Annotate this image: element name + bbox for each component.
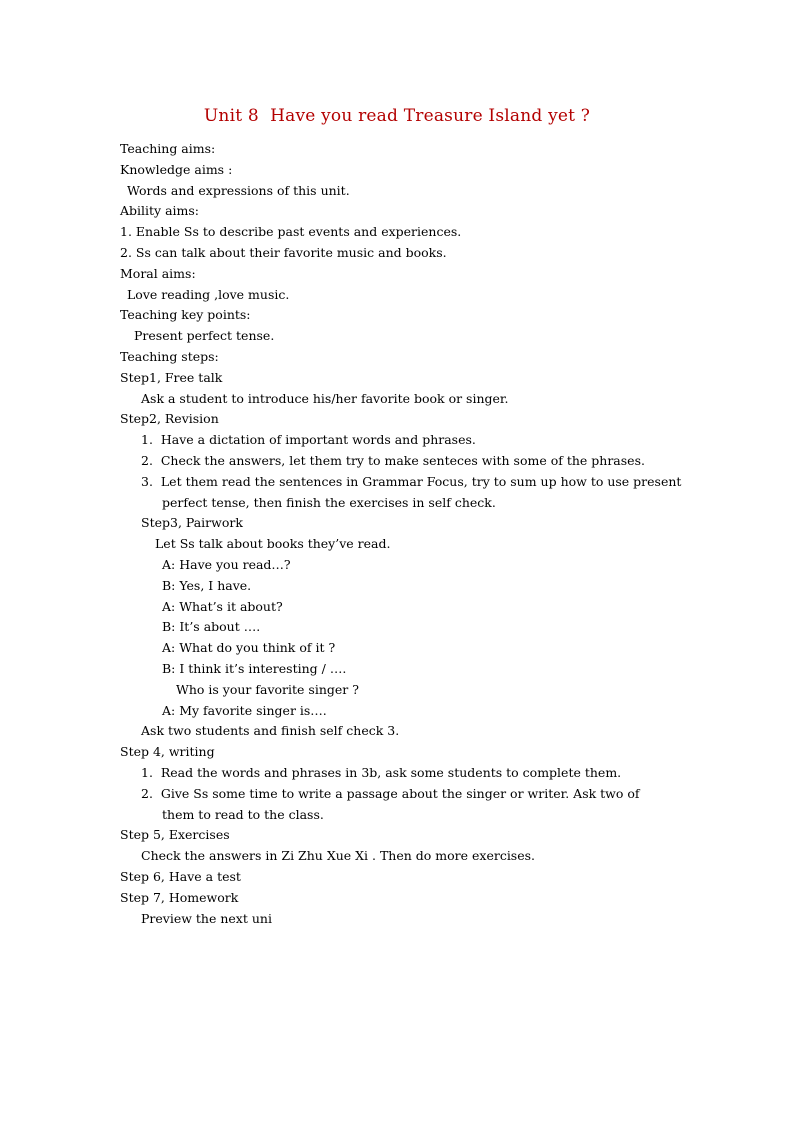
document-line: 3. Let them read the sentences in Grammar Focus, try to sum up how to use present (141, 473, 682, 489)
document-line: B: Yes, I have. (162, 577, 252, 593)
document-line: A: What do you think of it ? (162, 640, 336, 656)
document-line: 1. Enable Ss to describe past events and experiences. (120, 224, 462, 240)
document-line: Teaching key points: (120, 307, 251, 323)
document-line: Love reading ,love music. (127, 286, 290, 302)
document-line: Moral aims: (120, 265, 196, 281)
document-line: B: It’s about …. (162, 619, 261, 635)
document-line: Let Ss talk about books they’ve read. (155, 536, 391, 552)
document-line: Check the answers in Zi Zhu Xue Xi . Then do more exercises. (141, 848, 536, 864)
document-line: 1. Read the words and phrases in 3b, ask some students to complete them. (141, 765, 622, 780)
document-line: Ask a student to introduce his/her favorite book or singer. (141, 390, 509, 406)
document-line: Step3, Pairwork (141, 515, 243, 531)
document-title: Unit 8 Have you read Treasure Island yet ? (203, 106, 591, 126)
document-line: Step 5, Exercises (120, 827, 230, 843)
document-line: A: Have you read…? (162, 557, 291, 572)
document-line: Who is your favorite singer ? (176, 681, 359, 697)
document-line: 2. Check the answers, let them try to make senteces with some of the phrases. (141, 453, 645, 468)
document-line: 2. Ss can talk about their favorite music and books. (120, 245, 447, 260)
document-line: A: My favorite singer is…. (162, 702, 327, 718)
document-line: Words and expressions of this unit. (127, 182, 350, 198)
document-line: them to read to the class. (162, 806, 324, 822)
document-line: Present perfect tense. (134, 328, 275, 344)
document-line: 1. Have a dictation of important words and phrases. (141, 432, 476, 448)
document-line: B: I think it’s interesting / …. (162, 661, 347, 676)
document-line: Step 4, writing (120, 744, 215, 760)
document-line: Preview the next uni (141, 910, 272, 926)
document-line: Teaching steps: (120, 349, 219, 364)
document-line: Ability aims: (120, 203, 200, 219)
document-line: Step 7, Homework (120, 889, 239, 905)
document-line: Step1, Free talk (120, 369, 223, 385)
document-line: Step 6, Have a test (120, 869, 241, 884)
document-line: A: What’s it about? (162, 598, 283, 614)
document-line: 2. Give Ss some time to write a passage about the singer or writer. Ask two of (141, 785, 640, 801)
document-line: Ask two students and finish self check 3. (141, 723, 400, 739)
document-line: Teaching aims: (120, 141, 216, 156)
document-line: Knowledge aims : (120, 161, 233, 177)
document-line: perfect tense, then finish the exercises in self check. (162, 494, 496, 510)
document-line: Step2, Revision (120, 411, 219, 427)
